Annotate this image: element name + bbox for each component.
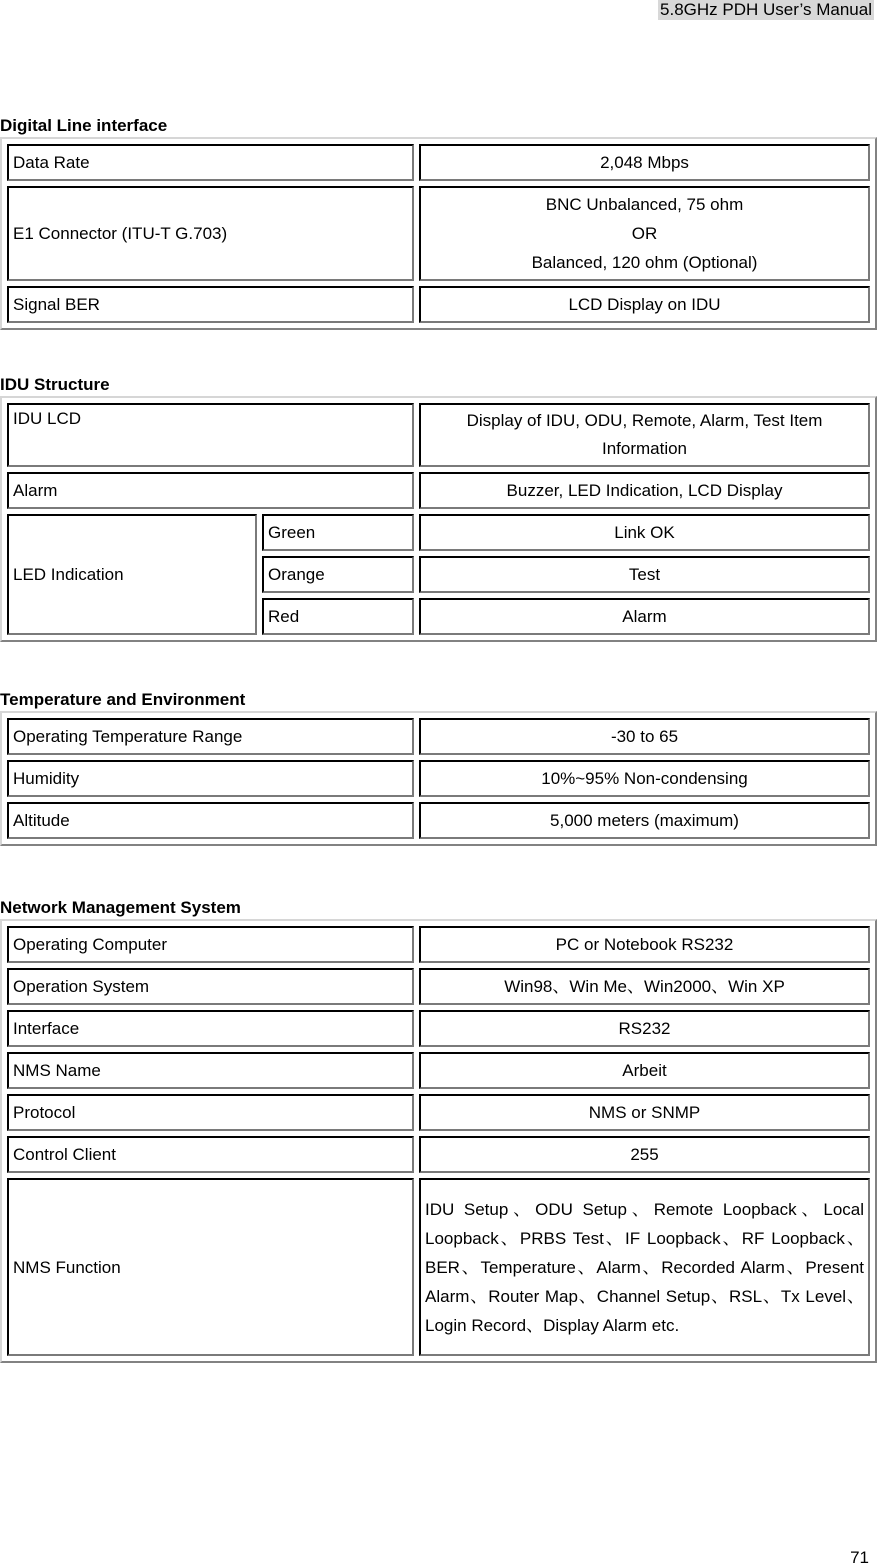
row-value: Buzzer, LED Indication, LCD Display xyxy=(419,472,870,509)
table-row xyxy=(7,472,870,509)
table-row xyxy=(7,1136,870,1173)
section-title-idu-structure: IDU Structure xyxy=(0,375,110,394)
nms-table xyxy=(0,919,877,1363)
row-label: Data Rate xyxy=(7,144,414,181)
row-label: Interface xyxy=(7,1010,414,1047)
row-label: NMS Function xyxy=(7,1178,414,1356)
led-meaning: Link OK xyxy=(419,514,870,551)
row-value: NMS or SNMP xyxy=(419,1094,870,1131)
table-row xyxy=(7,1052,870,1089)
row-value: Arbeit xyxy=(419,1052,870,1089)
table-row xyxy=(7,514,870,551)
section-title-digital-line: Digital Line interface xyxy=(0,116,168,135)
led-color-green: Green xyxy=(262,514,414,551)
row-label: Alarm xyxy=(7,472,414,509)
row-label: Humidity xyxy=(7,760,414,797)
led-meaning: Test xyxy=(419,556,870,593)
nms-function-list: IDU Setup、ODU Setup、Remote Loopback、Local Loopback、PRBS Test、IF Loopback、RF Loopback、BER、Temperature、Alarm、Recorded Alarm、Present Alarm、Router Map、Channel Setup、RSL、Tx Level、Login Record、Display Alarm etc. xyxy=(419,1178,870,1356)
led-meaning: Alarm xyxy=(419,598,870,635)
row-label: NMS Name xyxy=(7,1052,414,1089)
led-color-orange: Orange xyxy=(262,556,414,593)
row-value: 2,048 Mbps xyxy=(419,144,870,181)
row-value: 10%~95% Non-condensing xyxy=(419,760,870,797)
row-label: Signal BER xyxy=(7,286,414,323)
row-value: 5,000 meters (maximum) xyxy=(419,802,870,839)
row-value xyxy=(419,186,870,281)
table-row xyxy=(7,1010,870,1047)
table-row xyxy=(7,286,870,323)
table-row xyxy=(7,403,870,467)
row-label: Operation System xyxy=(7,968,414,1005)
value-line: BNC Unbalanced, 75 ohm xyxy=(545,195,744,214)
table-row xyxy=(7,1094,870,1131)
row-label: IDU LCD xyxy=(7,403,414,467)
row-value: -30 to 65 xyxy=(419,718,870,755)
section-title-temperature: Temperature and Environment xyxy=(0,690,246,709)
table-row xyxy=(7,1178,870,1356)
row-value: Win98、Win Me、Win2000、Win XP xyxy=(419,968,870,1005)
row-value: LCD Display on IDU xyxy=(419,286,870,323)
digital-line-table xyxy=(0,137,877,330)
row-value: Display of IDU, ODU, Remote, Alarm, Test Item Information xyxy=(419,403,870,467)
value-line: OR xyxy=(631,224,658,243)
table-row xyxy=(7,802,870,839)
page-number: 71 xyxy=(850,1548,869,1567)
row-label: Altitude xyxy=(7,802,414,839)
value-line: Balanced, 120 ohm (Optional) xyxy=(531,253,758,272)
table-row xyxy=(7,926,870,963)
row-label: Protocol xyxy=(7,1094,414,1131)
table-row xyxy=(7,968,870,1005)
row-label: Operating Temperature Range xyxy=(7,718,414,755)
page-header: 5.8GHz PDH User’s Manual xyxy=(660,0,872,19)
table-row xyxy=(7,186,870,281)
led-color-red: Red xyxy=(262,598,414,635)
table-row xyxy=(7,718,870,755)
section-title-nms: Network Management System xyxy=(0,898,241,917)
row-label: Control Client xyxy=(7,1136,414,1173)
temperature-table xyxy=(0,711,877,846)
row-label: E1 Connector (ITU-T G.703) xyxy=(7,186,414,281)
row-value: PC or Notebook RS232 xyxy=(419,926,870,963)
row-value: RS232 xyxy=(419,1010,870,1047)
table-row xyxy=(7,760,870,797)
row-value: 255 xyxy=(419,1136,870,1173)
idu-structure-table xyxy=(0,396,877,642)
led-indication-label: LED Indication xyxy=(7,514,257,635)
table-row xyxy=(7,144,870,181)
row-label: Operating Computer xyxy=(7,926,414,963)
